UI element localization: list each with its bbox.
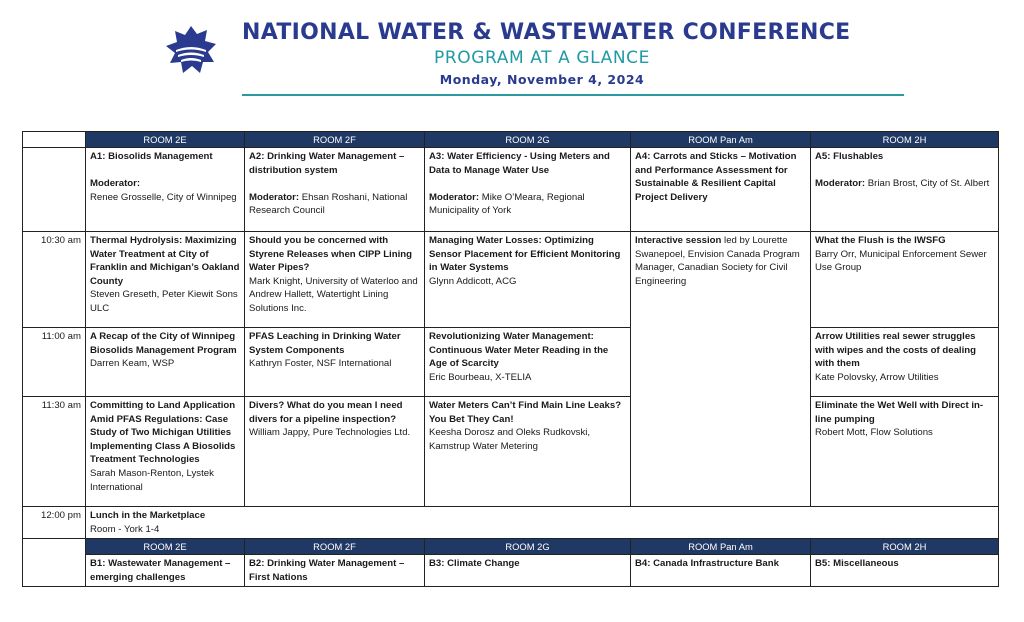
room-header-2f: ROOM 2F xyxy=(245,539,425,555)
header-divider xyxy=(242,94,904,96)
session-b3-title: B3: Climate Change xyxy=(425,555,631,587)
slot-1100-row xyxy=(23,328,999,397)
talk-title: Committing to Land Application Amid PFAS Regulations: Case Study of Two Michigan Utilities Implementing Class A Biosolids Treatment Technologies xyxy=(90,400,236,466)
room-header-panam: ROOM Pan Am xyxy=(631,132,811,148)
talk-1130-2h xyxy=(811,397,999,507)
session-a3-cell xyxy=(425,148,631,232)
lunch-room: Room - York 1-4 xyxy=(90,523,160,535)
session-a2-title: A2: Drinking Water Management – distribution system xyxy=(249,151,405,176)
slot-1130-row xyxy=(23,397,999,507)
lunch-row xyxy=(23,507,999,539)
talk-1030-2e xyxy=(86,232,245,328)
talk-1100-2e xyxy=(86,328,245,397)
session-a2-moderator-label: Moderator: xyxy=(249,191,300,203)
time-column-empty xyxy=(23,539,86,587)
page-header xyxy=(0,0,1024,100)
water-splash-logo-icon xyxy=(160,20,222,82)
session-a1-moderator-label: Moderator: xyxy=(90,178,141,190)
time-cell-empty xyxy=(23,148,86,232)
room-header-panam: ROOM Pan Am xyxy=(631,539,811,555)
talk-speaker: William Jappy, Pure Technologies Ltd. xyxy=(249,427,411,439)
talk-title: What the Flush is the IWSFG xyxy=(815,235,946,246)
session-a5-title: A5: Flushables xyxy=(815,151,884,162)
program-date: Monday, November 4, 2024 xyxy=(439,72,645,87)
session-a4-cell xyxy=(631,148,811,232)
session-a5-cell xyxy=(811,148,999,232)
room-header-2h: ROOM 2H xyxy=(811,132,999,148)
talk-speaker: led by Lourette Swanepoel, Envision Canada Program Manager, Canadian Society for Civil Engineering xyxy=(635,235,800,287)
talk-title: Managing Water Losses: Optimizing Sensor Placement for Efficient Monitoring in Water Systems xyxy=(429,235,621,274)
talk-1100-2f xyxy=(245,328,425,397)
session-b5-title: B5: Miscellaneous xyxy=(811,555,999,587)
talk-title: Arrow Utilities real sewer struggles with wipes and the costs of dealing with them xyxy=(815,331,976,370)
room-header-row-b xyxy=(23,539,999,555)
session-a2-moderator-name: Ehsan Roshani, National Research Council xyxy=(249,191,408,217)
talk-title: Revolutionizing Water Management: Continuous Water Meter Reading in the Age of Scarcity xyxy=(429,331,609,370)
talk-panam-interactive xyxy=(631,232,811,507)
talk-1130-2f xyxy=(245,397,425,507)
talk-1100-2g xyxy=(425,328,631,397)
talk-speaker: Kate Polovsky, Arrow Utilities xyxy=(815,371,939,383)
room-header-row xyxy=(23,132,999,148)
room-header-2e: ROOM 2E xyxy=(86,539,245,555)
talk-speaker: Robert Mott, Flow Solutions xyxy=(815,427,933,439)
conference-title: NATIONAL WATER & WASTEWATER CONFERENCE xyxy=(242,20,851,45)
talk-speaker: Eric Bourbeau, X-TELIA xyxy=(429,371,532,383)
talk-speaker: Glynn Addicott, ACG xyxy=(429,275,517,287)
session-a1-moderator-name: Renee Grosselle, City of Winnipeg xyxy=(90,191,237,203)
talk-1030-2h xyxy=(811,232,999,328)
session-a1-cell xyxy=(86,148,245,232)
session-a3-title: A3: Water Efficiency - Using Meters and Data to Manage Water Use xyxy=(429,151,610,176)
lunch-title: Lunch in the Marketplace xyxy=(90,510,206,521)
talk-1100-2h xyxy=(811,328,999,397)
session-a4-title: A4: Carrots and Sticks – Motivation and Performance Assessment for Sustainable & Resilient Capital Project Delivery xyxy=(635,151,797,203)
time-1130: 11:30 am xyxy=(23,397,86,507)
talk-title: Should you be concerned with Styrene Releases when CIPP Lining Water Pipes? xyxy=(249,235,412,274)
time-1200: 12:00 pm xyxy=(23,507,86,539)
session-a3-moderator-name: Mike O’Meara, Regional Municipality of York xyxy=(429,191,585,217)
session-b-row xyxy=(23,555,999,587)
talk-title: Water Meters Can’t Find Main Line Leaks? You Bet They Can! xyxy=(429,400,622,425)
talk-title: A Recap of the City of Winnipeg Biosolids Management Program xyxy=(90,331,237,356)
room-header-2e: ROOM 2E xyxy=(86,132,245,148)
talk-title: Interactive session xyxy=(635,235,722,246)
time-1030: 10:30 am xyxy=(23,232,86,328)
talk-1130-2g xyxy=(425,397,631,507)
lunch-cell xyxy=(86,507,999,539)
session-a2-cell xyxy=(245,148,425,232)
program-schedule-table xyxy=(22,131,999,587)
talk-speaker: Darren Keam, WSP xyxy=(90,358,175,370)
program-subtitle: PROGRAM AT A GLANCE xyxy=(434,48,650,68)
session-b4-title: B4: Canada Infrastructure Bank xyxy=(631,555,811,587)
room-header-2f: ROOM 2F xyxy=(245,132,425,148)
session-a-row xyxy=(23,148,999,232)
session-a5-moderator-label: Moderator: xyxy=(815,178,866,190)
talk-title: Thermal Hydrolysis: Maximizing Water Treatment at City of Franklin and Michigan’s Oakland County xyxy=(90,235,240,287)
talk-speaker: Sarah Mason-Renton, Lystek International xyxy=(90,467,214,493)
talk-1130-2e xyxy=(86,397,245,507)
session-a3-moderator-label: Moderator: xyxy=(429,191,480,203)
room-header-2g: ROOM 2G xyxy=(425,539,631,555)
session-a1-title: A1: Biosolids Management xyxy=(90,151,213,162)
session-b1-title: B1: Wastewater Management – emerging challenges xyxy=(86,555,245,587)
time-1100: 11:00 am xyxy=(23,328,86,397)
talk-speaker: Steven Greseth, Peter Kiewit Sons ULC xyxy=(90,289,238,314)
talk-1030-2f xyxy=(245,232,425,328)
talk-title: Eliminate the Wet Well with Direct in-line pumping xyxy=(815,400,984,425)
slot-1030-row xyxy=(23,232,999,328)
session-b2-title: B2: Drinking Water Management – First Nations xyxy=(245,555,425,587)
talk-title: Divers? What do you mean I need divers for a pipeline inspection? xyxy=(249,400,403,425)
talk-speaker: Kathryn Foster, NSF International xyxy=(249,358,392,370)
session-a5-moderator-name: Brian Brost, City of St. Albert xyxy=(865,178,990,190)
talk-speaker: Keesha Dorosz and Oleks Rudkovski, Kamstrup Water Metering xyxy=(429,427,591,452)
talk-speaker: Barry Orr, Municipal Enforcement Sewer Use Group xyxy=(815,248,987,274)
time-column-header xyxy=(23,132,86,148)
talk-speaker: Mark Knight, University of Waterloo and Andrew Hallett, Watertight Lining Solutions Inc. xyxy=(249,275,418,314)
room-header-2h: ROOM 2H xyxy=(811,539,999,555)
talk-1030-2g xyxy=(425,232,631,328)
room-header-2g: ROOM 2G xyxy=(425,132,631,148)
talk-title: PFAS Leaching in Drinking Water System Components xyxy=(249,331,401,356)
